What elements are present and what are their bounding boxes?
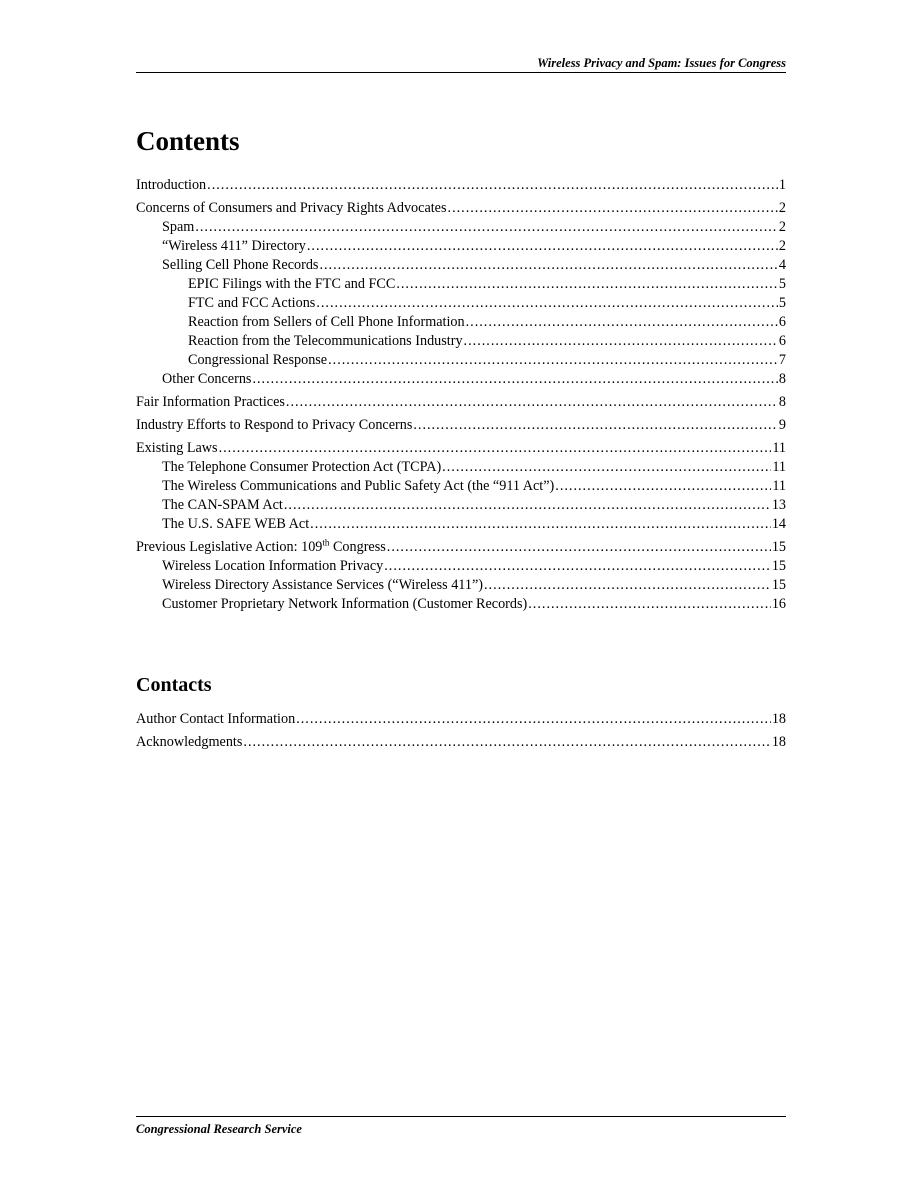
toc-entry-label: The Wireless Communications and Public Safety Act (the “911 Act”) — [162, 478, 555, 494]
running-header — [136, 56, 786, 73]
toc-entry-label: Wireless Location Information Privacy — [162, 558, 384, 574]
dot-leader — [310, 515, 771, 534]
toc-entry[interactable] — [136, 370, 786, 389]
toc-entry-label: EPIC Filings with the FTC and FCC — [188, 276, 396, 292]
toc-entry[interactable] — [136, 557, 786, 576]
toc-entry-page: 16 — [771, 596, 786, 612]
dot-leader — [284, 496, 771, 515]
toc-entry-label: Concerns of Consumers and Privacy Rights Advocates — [136, 200, 447, 216]
toc-entry-page: 11 — [772, 459, 786, 475]
toc-entry-page: 15 — [771, 577, 786, 593]
dot-leader — [328, 351, 778, 370]
toc-entry-page: 13 — [771, 497, 786, 513]
toc-entry[interactable] — [136, 595, 786, 614]
page-title: Contents — [136, 126, 240, 156]
dot-leader — [555, 477, 771, 496]
toc-entry-page: 8 — [778, 394, 786, 410]
toc-entry[interactable] — [136, 218, 786, 237]
toc-entry-label: The Telephone Consumer Protection Act (TCPA) — [162, 459, 442, 475]
dot-leader — [207, 176, 778, 195]
dot-leader — [319, 256, 777, 275]
toc-entry[interactable] — [136, 199, 786, 218]
dot-leader — [296, 710, 771, 729]
toc-entry-page: 5 — [778, 276, 786, 292]
toc-entry[interactable] — [136, 496, 786, 515]
toc-entry-label: Wireless Directory Assistance Services (“Wireless 411”) — [162, 577, 483, 593]
toc-entry-label: Previous Legislative Action: 109th Congress — [136, 537, 386, 555]
toc-entry-page: 2 — [778, 200, 786, 216]
toc-entry-page: 1 — [778, 177, 786, 193]
toc-entry-label: Industry Efforts to Respond to Privacy Concerns — [136, 417, 413, 433]
toc-entry[interactable] — [136, 256, 786, 275]
toc-entry[interactable] — [136, 275, 786, 294]
dot-leader — [396, 275, 778, 294]
toc-entry[interactable] — [136, 176, 786, 195]
dot-leader — [252, 370, 777, 389]
toc-entry-label: The U.S. SAFE WEB Act — [162, 516, 310, 532]
toc-entry-label: Customer Proprietary Network Information (Customer Records) — [162, 596, 528, 612]
toc-entry[interactable] — [136, 439, 786, 458]
toc-entry-page: 2 — [778, 238, 786, 254]
toc-entry[interactable] — [136, 515, 786, 534]
dot-leader — [316, 294, 778, 313]
toc-entry-label: “Wireless 411” Directory — [162, 238, 306, 254]
toc-entry-page: 6 — [778, 314, 786, 330]
toc-entry-page: 11 — [772, 440, 786, 456]
dot-leader — [243, 733, 770, 752]
toc-entry-label: FTC and FCC Actions — [188, 295, 316, 311]
toc-entry[interactable] — [136, 313, 786, 332]
toc-entry[interactable] — [136, 237, 786, 256]
toc-entry[interactable] — [136, 538, 786, 557]
toc-entry-label: Introduction — [136, 177, 207, 193]
contacts-title: Contacts — [136, 674, 212, 696]
dot-leader — [286, 393, 778, 412]
toc-entry-label: Congressional Response — [188, 352, 328, 368]
toc-entry-page: 6 — [778, 333, 786, 349]
toc-entry-page: 4 — [778, 257, 786, 273]
running-footer — [136, 1116, 786, 1137]
toc-entry-label: Acknowledgments — [136, 734, 243, 750]
toc-entry[interactable] — [136, 393, 786, 412]
table-of-contents — [136, 176, 786, 614]
toc-entry-label: Reaction from Sellers of Cell Phone Information — [188, 314, 465, 330]
toc-entry-label: Spam — [162, 219, 195, 235]
toc-entry-label: The CAN-SPAM Act — [162, 497, 283, 513]
toc-entry-page: 15 — [771, 539, 786, 555]
toc-entry[interactable] — [136, 477, 786, 496]
toc-entry-page: 2 — [778, 219, 786, 235]
dot-leader — [466, 313, 778, 332]
footer-text: Congressional Research Service — [136, 1122, 302, 1136]
toc-entry-page: 7 — [778, 352, 786, 368]
toc-entry[interactable] — [136, 416, 786, 435]
toc-entry[interactable] — [136, 733, 786, 752]
dot-leader — [413, 416, 778, 435]
dot-leader — [484, 576, 771, 595]
contacts-list — [136, 710, 786, 752]
dot-leader — [384, 557, 771, 576]
dot-leader — [387, 538, 771, 557]
toc-entry-page: 5 — [778, 295, 786, 311]
toc-entry[interactable] — [136, 458, 786, 477]
toc-entry-label: Author Contact Information — [136, 711, 296, 727]
toc-entry-page: 18 — [771, 734, 786, 750]
toc-entry[interactable] — [136, 710, 786, 729]
dot-leader — [307, 237, 778, 256]
toc-entry[interactable] — [136, 294, 786, 313]
dot-leader — [219, 439, 772, 458]
dot-leader — [195, 218, 778, 237]
toc-entry-page: 14 — [771, 516, 786, 532]
toc-entry-label: Reaction from the Telecommunications Industry — [188, 333, 463, 349]
toc-entry-label: Existing Laws — [136, 440, 218, 456]
running-title: Wireless Privacy and Spam: Issues for Congress — [537, 56, 786, 70]
toc-entry-page: 11 — [772, 478, 786, 494]
toc-entry-label: Other Concerns — [162, 371, 252, 387]
toc-entry[interactable] — [136, 351, 786, 370]
toc-entry-page: 18 — [771, 711, 786, 727]
toc-entry-page: 8 — [778, 371, 786, 387]
dot-leader — [464, 332, 778, 351]
toc-entry-label: Selling Cell Phone Records — [162, 257, 319, 273]
toc-entry[interactable] — [136, 576, 786, 595]
toc-entry-label: Fair Information Practices — [136, 394, 285, 410]
toc-entry-page: 15 — [771, 558, 786, 574]
dot-leader — [528, 595, 771, 614]
toc-entry-page: 9 — [778, 417, 786, 433]
toc-entry[interactable] — [136, 332, 786, 351]
dot-leader — [448, 199, 778, 218]
dot-leader — [442, 458, 771, 477]
